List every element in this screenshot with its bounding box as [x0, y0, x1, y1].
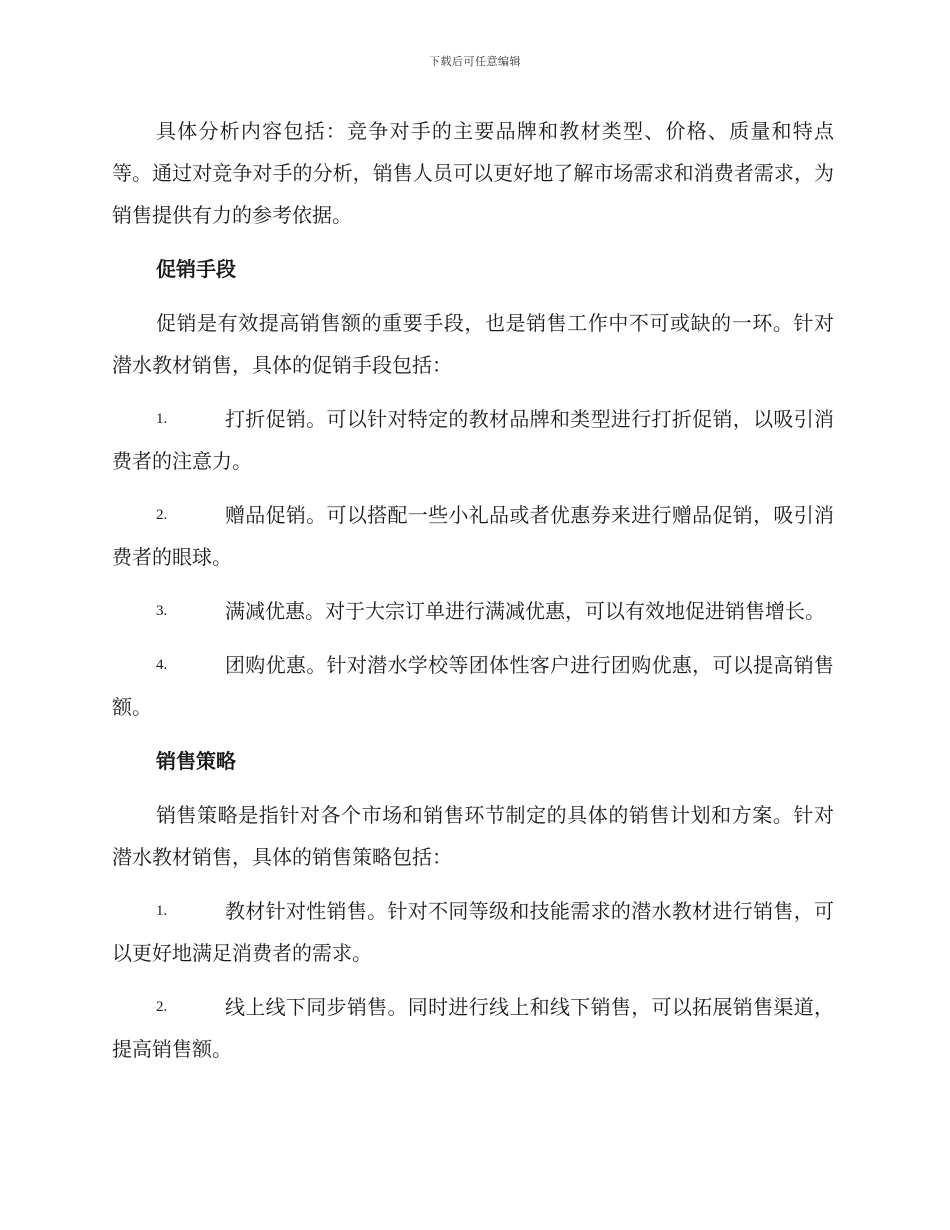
strategy-intro-paragraph: 销售策略是指针对各个市场和销售环节制定的具体的销售计划和方案。针对潜水教材销售，具体的销售策略包括：	[112, 803, 834, 869]
promotion-list-item	[112, 398, 834, 482]
section-heading-promotion: 促销手段	[156, 257, 236, 281]
document-body	[112, 110, 834, 1082]
section-heading-strategy: 销售策略	[156, 749, 236, 773]
list-item-text: 打折促销。可以针对特定的教材品牌和类型进行打折促销，以吸引消费者的注意力。	[112, 407, 834, 473]
list-number: 2.	[156, 999, 168, 1015]
list-item-text: 教材针对性销售。针对不同等级和技能需求的潜水教材进行销售，可以更好地满足消费者的需求。	[112, 899, 834, 965]
list-item-text: 线上线下同步销售。同时进行线上和线下销售，可以拓展销售渠道，提高销售额。	[112, 995, 834, 1061]
intro-paragraph: 具体分析内容包括：竞争对手的主要品牌和教材类型、价格、质量和特点等。通过对竞争对手的分析，销售人员可以更好地了解市场需求和消费者需求，为销售提供有力的参考依据。	[112, 119, 834, 227]
list-item-text: 赠品促销。可以搭配一些小礼品或者优惠券来进行赠品促销，吸引消费者的眼球。	[112, 503, 834, 569]
list-number: 3.	[156, 603, 168, 619]
list-number: 2.	[156, 507, 168, 523]
strategy-list-item	[112, 890, 834, 974]
promotion-list-item	[112, 644, 834, 728]
list-item-text: 满减优惠。对于大宗订单进行满减优惠，可以有效地促进销售增长。	[225, 599, 825, 623]
list-number: 1.	[156, 411, 168, 427]
page-header: 下载后可任意编辑	[429, 55, 521, 68]
list-item-text: 团购优惠。针对潜水学校等团体性客户进行团购优惠，可以提高销售额。	[112, 653, 834, 719]
promotion-list-item	[112, 494, 834, 578]
list-number: 1.	[156, 903, 168, 919]
list-number: 4.	[156, 657, 168, 673]
promotion-intro-paragraph: 促销是有效提高销售额的重要手段，也是销售工作中不可或缺的一环。针对潜水教材销售，具体的促销手段包括：	[112, 311, 834, 377]
strategy-list-item	[112, 986, 834, 1070]
promotion-list-item	[112, 590, 834, 632]
